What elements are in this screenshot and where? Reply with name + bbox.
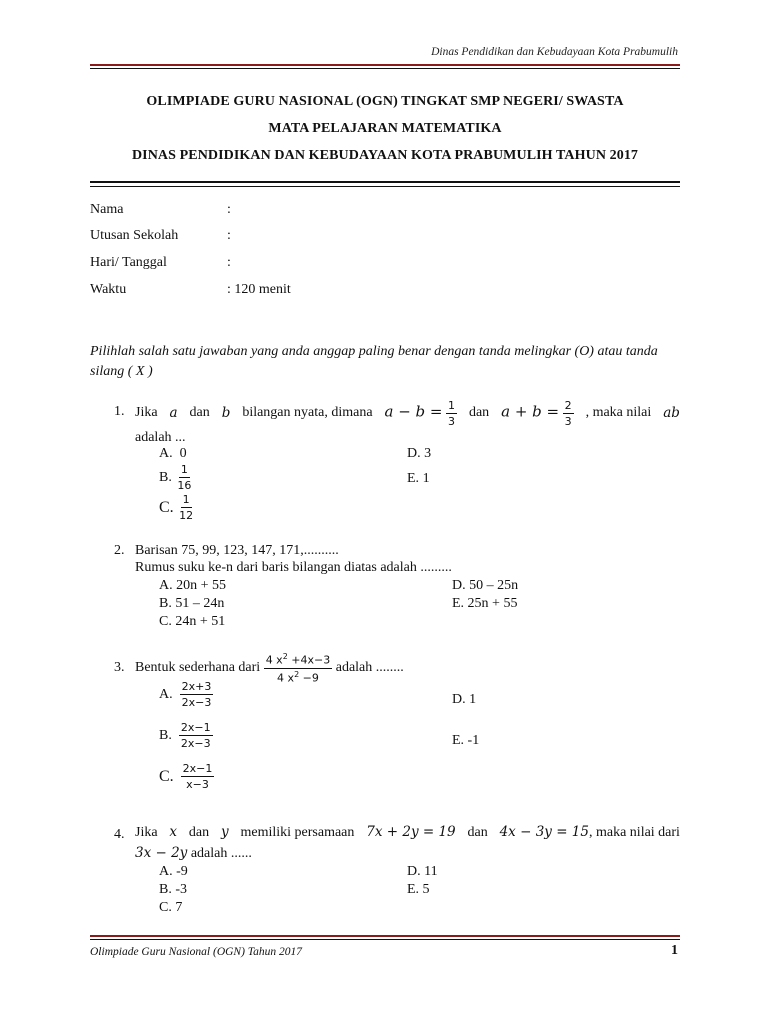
q2-option-d[interactable]: D. 50 – 25n xyxy=(452,578,519,593)
q3-expr-den xyxy=(275,669,321,684)
q3-expr-den-exp: 2 xyxy=(294,669,300,679)
q3-option-b-fraction xyxy=(179,722,213,749)
q1-eq2-lhs: a + b = xyxy=(501,402,560,421)
q1-eq2-den: 3 xyxy=(564,414,572,428)
field-label-nama: Nama xyxy=(90,202,124,217)
q4-option-a[interactable]: A. -9 xyxy=(159,864,188,879)
q4-tail: , maka nilai dari xyxy=(588,825,680,840)
footer-text: Olimpiade Guru Nasional (OGN) Tahun 2017 xyxy=(90,946,303,958)
q1-var-ab: ab xyxy=(663,405,680,421)
q3-option-b-den: 2x−3 xyxy=(180,737,211,750)
q3-option-b-num: 2x−1 xyxy=(180,721,211,734)
q2-option-a[interactable]: A. 20n + 55 xyxy=(159,578,227,593)
q3-option-c-den: x−3 xyxy=(186,778,209,791)
q1-option-b-label: B. xyxy=(159,469,172,485)
q1-option-b-num: 1 xyxy=(180,463,188,476)
q3-expr-num-exp: 2 xyxy=(282,651,288,661)
q3-expr-num-a: 4 x xyxy=(265,653,283,667)
q1-option-a-value: 0 xyxy=(179,446,187,461)
q2-stem-line1: Barisan 75, 99, 123, 147, 171,.......... xyxy=(135,543,339,558)
q4-stem-line1 xyxy=(135,824,680,841)
q1-eq1-den: 3 xyxy=(448,414,455,428)
q3-option-a-fraction xyxy=(180,681,214,708)
q1-eq2-num: 2 xyxy=(564,398,572,412)
q1-jika: Jika xyxy=(135,405,158,420)
q1-option-c-label: C. xyxy=(159,498,174,516)
q3-option-a[interactable] xyxy=(159,681,213,708)
q3-option-a-den: 2x−3 xyxy=(181,696,212,709)
q1-option-d[interactable] xyxy=(407,446,431,462)
q1-option-b[interactable] xyxy=(159,464,193,491)
q4-option-b[interactable]: B. -3 xyxy=(159,882,187,897)
q2-option-c[interactable]: C. 24n + 51 xyxy=(159,614,226,629)
q3-option-c-fraction xyxy=(181,763,215,790)
page-number: 1 xyxy=(671,943,678,958)
q1-option-e-label: E. xyxy=(407,471,420,486)
q3-expr-num-b: +4x−3 xyxy=(287,653,331,667)
q3-number: 3. xyxy=(114,660,125,675)
q4-expression: 3x − 2y xyxy=(135,845,188,861)
q1-option-c-num: 1 xyxy=(182,493,190,506)
q4-eq2-and-tail xyxy=(500,824,680,841)
q1-equation-2 xyxy=(501,400,574,427)
q3-option-c[interactable] xyxy=(159,763,214,790)
q1-eq1-lhs: a − b = xyxy=(384,402,443,421)
q3-expression-fraction xyxy=(264,653,333,683)
q2-stem-line2: Rumus suku ke-n dari baris bilangan diatas adalah ......... xyxy=(135,560,452,575)
header-rule-black xyxy=(90,68,680,69)
q4-option-c[interactable]: C. 7 xyxy=(159,900,183,915)
q1-stem-line2: adalah ... xyxy=(135,430,186,445)
q1-option-e[interactable] xyxy=(407,471,430,487)
q2-option-e[interactable]: E. 25n + 55 xyxy=(452,596,518,611)
field-value-hari: : xyxy=(227,255,231,270)
q1-var-b: b xyxy=(221,405,231,421)
field-value-utusan: : xyxy=(227,228,231,243)
q1-tail: , maka nilai xyxy=(585,405,652,420)
footer-rule-black xyxy=(90,939,680,940)
q1-dan: dan xyxy=(189,405,210,420)
q1-option-b-den: 16 xyxy=(177,479,192,492)
q1-option-d-label: D. xyxy=(407,446,421,461)
q4-dan: dan xyxy=(188,825,210,840)
header-rule-red xyxy=(90,64,680,66)
title-line-3: DINAS PENDIDIKAN DAN KEBUDAYAAN KOTA PRABUMULIH TAHUN 2017 xyxy=(131,148,639,163)
q4-dan2: dan xyxy=(467,825,488,840)
q1-option-d-value: 3 xyxy=(424,446,432,461)
q4-jika: Jika xyxy=(135,825,158,840)
q3-stem-text: Bentuk sederhana dari xyxy=(135,660,261,675)
q3-option-a-num: 2x+3 xyxy=(181,680,212,693)
q4-line2-tail: adalah ...... xyxy=(190,846,252,861)
q1-option-a-label: A. xyxy=(159,446,173,461)
q2-number: 2. xyxy=(114,543,125,558)
q4-stem-line2 xyxy=(135,845,252,862)
q1-stem-line1 xyxy=(135,396,680,430)
q3-expr-num xyxy=(264,653,333,669)
q3-option-d[interactable]: D. 1 xyxy=(452,692,477,707)
field-label-utusan: Utusan Sekolah xyxy=(90,228,179,243)
q3-expr-den-a: 4 x xyxy=(277,671,295,685)
q4-var-y: y xyxy=(220,824,229,840)
q3-option-e[interactable]: E. -1 xyxy=(452,733,480,748)
q3-option-c-label: C. xyxy=(159,767,174,785)
title-rule-top xyxy=(90,181,680,183)
q1-option-a[interactable] xyxy=(159,446,187,462)
field-value-waktu: : 120 menit xyxy=(227,282,291,297)
q3-option-b[interactable] xyxy=(159,722,213,749)
q2-option-b[interactable]: B. 51 – 24n xyxy=(159,596,225,611)
q1-option-c-den: 12 xyxy=(179,509,194,522)
footer-rule-red xyxy=(90,935,680,937)
q3-stem-tail: adalah ........ xyxy=(335,660,404,675)
q1-option-c-fraction xyxy=(177,494,195,521)
q1-eq1-num: 1 xyxy=(448,398,455,412)
q1-number: 1. xyxy=(114,404,125,419)
field-label-waktu: Waktu xyxy=(90,282,127,297)
q3-option-b-label: B. xyxy=(159,727,172,743)
q4-number: 4. xyxy=(114,827,125,842)
q1-dan2: dan xyxy=(468,405,490,420)
q1-option-b-fraction xyxy=(175,464,193,491)
q4-equation-1: 7x + 2y = 19 xyxy=(366,824,456,840)
field-value-nama: : xyxy=(227,202,231,217)
q3-expr-den-b: −9 xyxy=(299,671,319,685)
q4-option-e[interactable]: E. 5 xyxy=(407,882,430,897)
q1-mid: bilangan nyata, dimana xyxy=(242,405,373,420)
q4-var-x: x xyxy=(169,824,178,840)
q1-equation-1 xyxy=(385,400,458,427)
q3-option-c-num: 2x−1 xyxy=(182,762,213,775)
q4-equation-2: 4x − 3y = 15 xyxy=(499,824,589,840)
title-line-1: OLIMPIADE GURU NASIONAL (OGN) TINGKAT SMP NEGERI/ SWASTA xyxy=(146,94,624,109)
q4-option-d[interactable]: D. 11 xyxy=(407,864,438,879)
q4-mid: memiliki persamaan xyxy=(240,825,355,840)
instruction-text: Pilihlah salah satu jawaban yang anda anggap paling benar dengan tanda melingkar (O) atau tanda silang ( X ) xyxy=(90,344,658,379)
q1-var-a: a xyxy=(169,405,178,421)
title-line-2: MATA PELAJARAN MATEMATIKA xyxy=(268,121,502,136)
q1-option-e-value: 1 xyxy=(422,471,430,486)
q1-option-c[interactable] xyxy=(159,494,195,521)
running-header: Dinas Pendidikan dan Kebudayaan Kota Prabumulih xyxy=(431,46,678,58)
q3-option-a-label: A. xyxy=(159,686,173,702)
q1-eq1-fraction xyxy=(446,400,457,427)
field-label-hari: Hari/ Tanggal xyxy=(90,255,167,270)
title-rule-bottom xyxy=(90,186,680,187)
q1-eq2-fraction xyxy=(563,400,574,427)
